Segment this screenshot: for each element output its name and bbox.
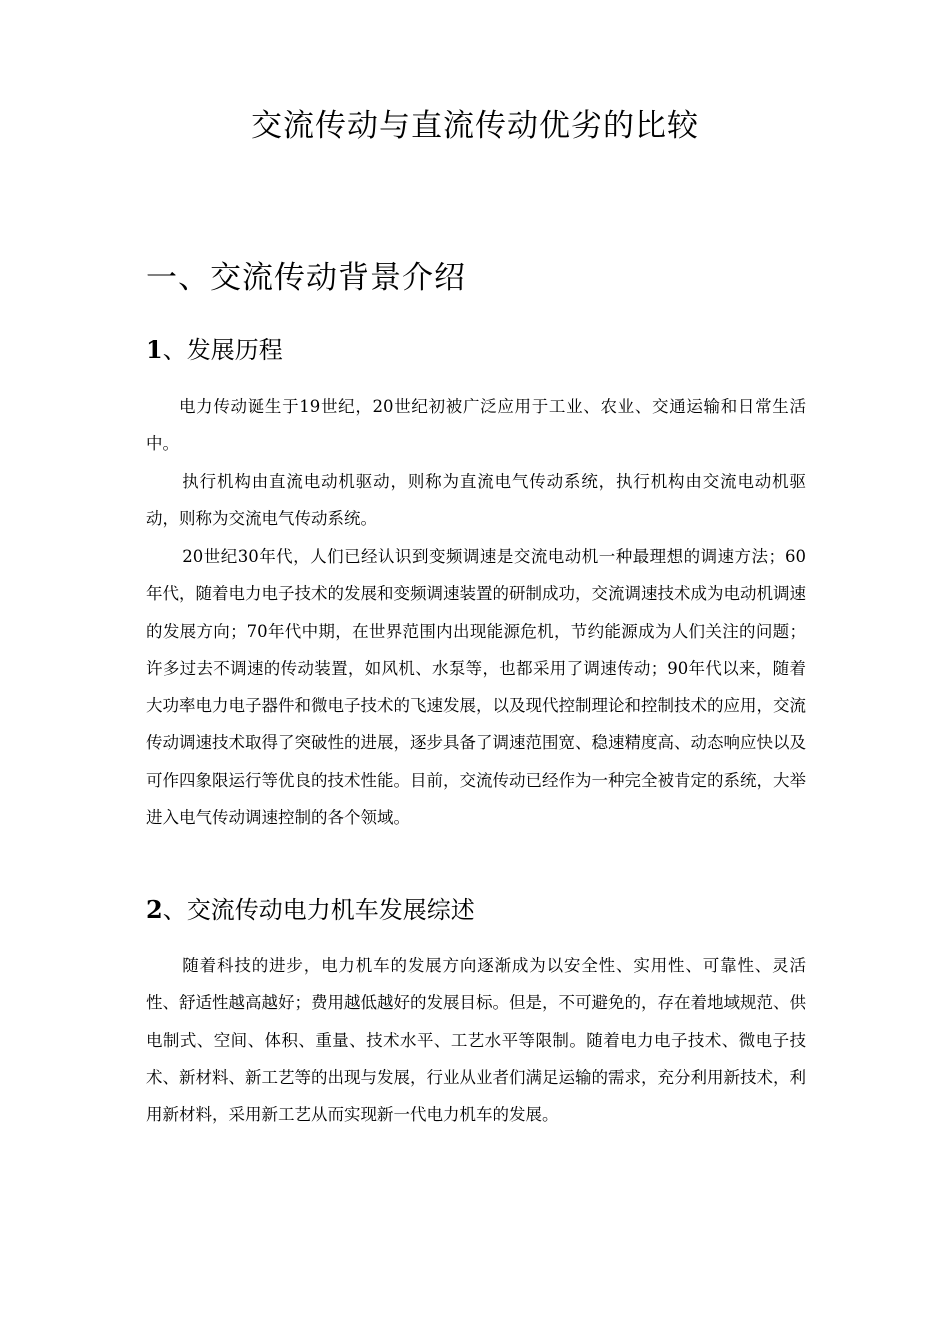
section-title: 、发展历程 <box>162 336 283 364</box>
chapter-heading: 一、交流传动背景介绍 <box>146 260 466 296</box>
section-heading-development-history <box>146 333 283 367</box>
section-title: 、交流传动电力机车发展综述 <box>162 896 475 924</box>
paragraph: 电力传动诞生于19世纪，20世纪初被广泛应用于工业、农业、交通运输和日常生活中。 <box>146 397 806 454</box>
section-number: 2 <box>146 895 163 924</box>
paragraph: 20世纪30年代，人们已经认识到变频调速是交流电动机一种最理想的调速方法；60年代，随着电力电子技术的发展和变频调速装置的研制成功，交流调速技术成为电动机调速的发展方向；70年代中期，在世界范围内出现能源危机，节约能源成为人们关注的问题；许多过去不调速的传动装置，如风机、水泵等，也都采用了调速传动；90年代以来，随着大功率电力电子器件和微电子技术的飞速发展，以及现代控制理论和控制技术的应用，交流传动调速技术取得了突破性的进展，逐步具备了调速范围宽、稳速精度高、动态响应快以及可作四象限运行等优良的技术性能。目前，交流传动已经作为一种完全被肯定的系统，大举进入电气传动调速控制的各个领域。 <box>146 547 806 828</box>
document-title: 交流传动与直流传动优劣的比较 <box>251 108 699 144</box>
paragraph: 随着科技的进步，电力机车的发展方向逐渐成为以安全性、实用性、可靠性、灵活性、舒适性越高越好；费用越低越好的发展目标。但是，不可避免的，存在着地域规范、供电制式、空间、体积、重量、技术水平、工艺水平等限制。随着电力电子技术、微电子技术、新材料、新工艺等的出现与发展，行业从业者们满足运输的需求，充分利用新技术，利用新材料，采用新工艺从而实现新一代电力机车的发展。 <box>146 956 806 1125</box>
section-heading-locomotive-overview <box>146 893 475 927</box>
paragraph: 执行机构由直流电动机驱动，则称为直流电气传动系统，执行机构由交流电动机驱动，则称为交流电气传动系统。 <box>146 472 806 529</box>
section-number: 1 <box>146 335 163 364</box>
